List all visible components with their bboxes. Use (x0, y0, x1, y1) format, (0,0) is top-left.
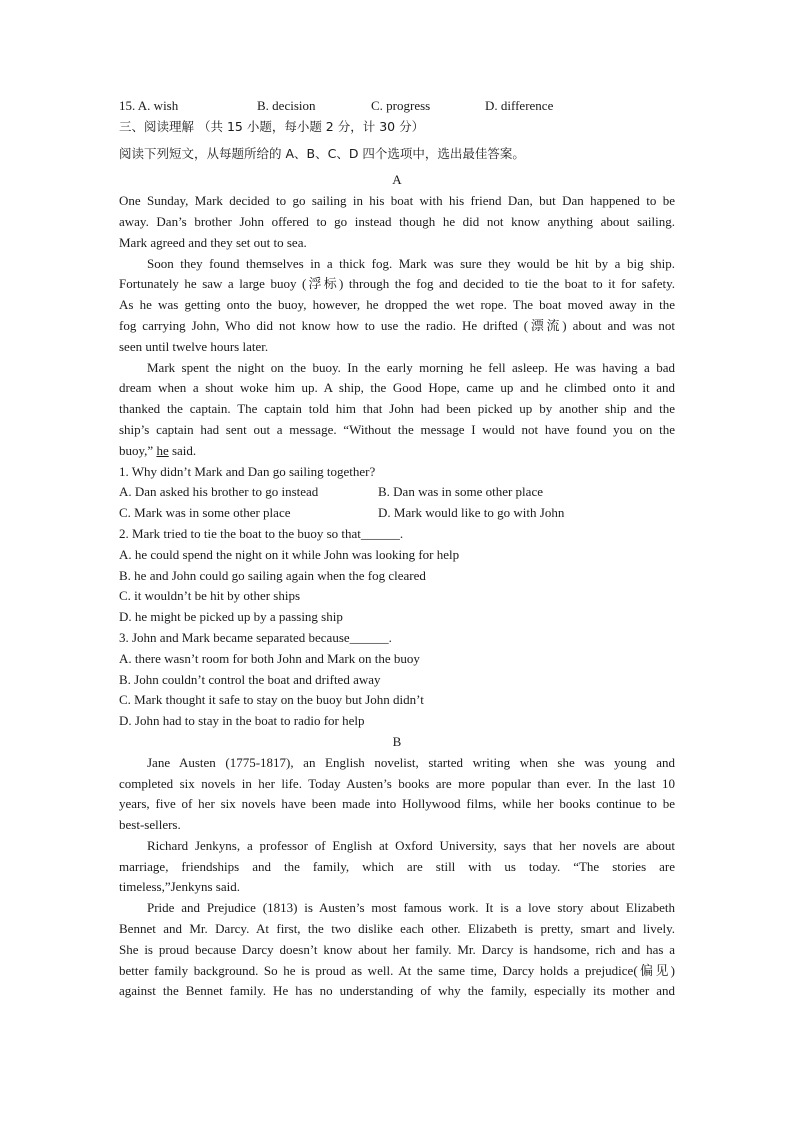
passage-line: thanked the captain. The captain told him that John had been picked up by another ship and the (119, 401, 675, 417)
option-c: C. Mark was in some other place (119, 505, 291, 521)
passage-line: ship’s captain had sent out a message. “Without the message I would not have found you on the (119, 421, 675, 437)
passage-line: One Sunday, Mark decided to go sailing in his boat with his friend Dan, but Dan happened to be (119, 193, 675, 209)
option-c: C. Mark thought it safe to stay on the buoy but John didn’t (119, 692, 424, 708)
question-options-row (119, 503, 675, 524)
question-15-label-and-option-a (119, 96, 178, 117)
option-c: C. it wouldn’t be hit by other ships (119, 588, 301, 604)
option-d: D. he might be picked up by a passing ship (119, 609, 343, 625)
option-a: A. he could spend the night on it while John was looking for help (119, 546, 460, 562)
passage-a-label: A (392, 172, 402, 188)
question-stem: 3. John and Mark became separated because______. (119, 629, 392, 645)
passage-line: completed six novels in her life. Today Austen’s books are more popular than ever. In the last 10 (119, 775, 675, 791)
passage-line: timeless,”Jenkyns said. (119, 879, 240, 895)
passage-line: away. Dan’s brother John offered to go instead though he did not know anything about sailing. (119, 213, 675, 229)
passage-line: Soon they found themselves in a thick fog. Mark was sure they would be hit by a big ship. (147, 255, 675, 271)
passage-line: Bennet and Mr. Darcy. At first, the two dislike each other. Elizabeth is pretty, smart and lively. (119, 921, 675, 937)
passage-line: marriage, friendships and the family, which are still with us today. “The stories are (119, 858, 675, 874)
option-b: B. Dan was in some other place (378, 484, 543, 500)
passage-line: dream when a shout woke him up. A ship, the Good Hope, came up and he climbed onto it and (119, 380, 675, 396)
passage-line: Richard Jenkyns, a professor of English at Oxford University, says that her novels are about (147, 837, 675, 853)
question-number: 15. (119, 98, 136, 113)
passage-line: best-sellers. (119, 817, 181, 833)
option-d: D. John had to stay in the boat to radio for help (119, 713, 365, 729)
passage-line: seen until twelve hours later. (119, 338, 269, 354)
passage-line (119, 441, 675, 462)
passage-line: Mark spent the night on the buoy. In the early morning he fell asleep. He was having a bad (147, 359, 675, 375)
question-stem: 1. Why didn’t Mark and Dan go sailing together? (119, 463, 376, 479)
option-c: C. progress (371, 98, 431, 113)
option-a: A. there wasn’t room for both John and Mark on the buoy (119, 650, 420, 666)
passage-line: Mark agreed and they set out to sea. (119, 234, 307, 250)
passage-line: Fortunately he saw a large buoy (浮标) through the fog and decided to tie the boat to it for safety. (119, 276, 675, 292)
section-heading: 三、阅读理解 （共 15 小题，每小题 2 分，计 30 分） (119, 118, 425, 134)
exam-page (119, 96, 675, 1002)
passage-line: She is proud because Darcy doesn’t know about her family. Mr. Darcy is handsome, rich and has a (119, 941, 675, 957)
question-stem: 2. Mark tried to tie the boat to the buoy so that______. (119, 525, 404, 541)
passage-line: better family background. So he is proud as well. At the same time, Darcy holds a prejudice(偏见) (119, 962, 675, 978)
quote-end: buoy,” (119, 442, 154, 458)
passage-line: fog carrying John, Who did not know how to use the radio. He drifted (漂流) about and was not (119, 317, 675, 333)
passage-line: years, five of her six novels have been made into Hollywood films, while her books continue to be (119, 796, 675, 812)
option-d: D. difference (485, 98, 554, 113)
passage-line: against the Bennet family. He has no understanding of why the family, especially its mother and (119, 983, 675, 999)
option-d: D. Mark would like to go with John (378, 505, 565, 521)
quote-tail: said. (171, 442, 197, 458)
question-options-row (119, 482, 675, 503)
option-b: B. decision (257, 98, 316, 113)
underlined-word: he (156, 442, 169, 458)
option-b: B. John couldn’t control the boat and drifted away (119, 671, 381, 687)
passage-line: Jane Austen (1775-1817), an English novelist, started writing when she was young and (147, 754, 675, 770)
passage-line: As he was getting onto the buoy, however, he dropped the wet rope. The boat moved away in the (119, 297, 675, 313)
option-b: B. he and John could go sailing again when the fog cleared (119, 567, 426, 583)
option-a: A. wish (137, 98, 179, 113)
section-instruction: 阅读下列短文，从每题所给的 A、B、C、D 四个选项中，选出最佳答案。 (119, 145, 525, 161)
passage-b-label: B (392, 733, 402, 749)
option-a: A. Dan asked his brother to go instead (119, 484, 319, 500)
passage-line: Pride and Prejudice (1813) is Austen’s most famous work. It is a love story about Elizabeth (147, 900, 675, 916)
question-15 (119, 96, 675, 117)
